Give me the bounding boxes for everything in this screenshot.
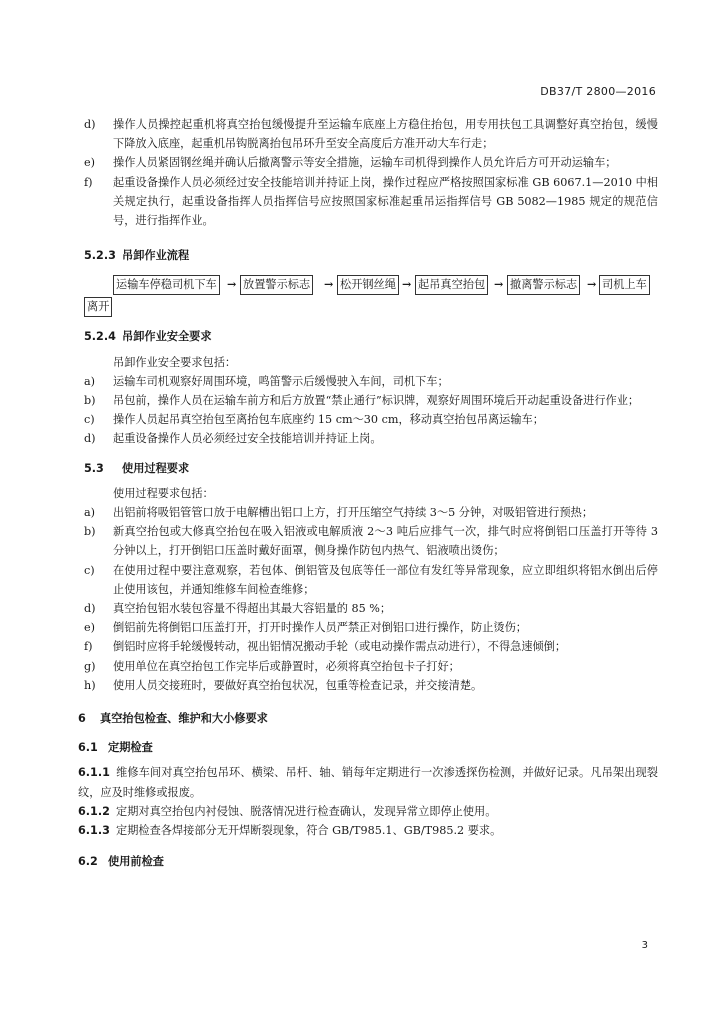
paragraph-6-1-1: [78, 763, 658, 801]
flow-step: 司机上车: [599, 275, 650, 295]
item-label: h): [84, 678, 96, 692]
item-text: 操作人员紧固钢丝绳并确认后撤离警示等安全措施，运输车司机得到操作人员允许后方可开动运输车；: [113, 156, 617, 170]
flow-step: 运输车停稳司机下车: [113, 275, 220, 295]
section-number: 5.2.4: [84, 330, 116, 344]
flow-diagram: [84, 275, 658, 317]
list-item: [84, 676, 658, 695]
list-item: [84, 429, 658, 448]
item-text: 使用单位在真空抬包工作完毕后或静置时，必须将真空抬包卡子打好；: [113, 659, 460, 673]
paragraph-number: 6.1.1: [78, 766, 110, 780]
list-item: [84, 372, 658, 391]
section-number: 5.2.3: [84, 249, 116, 263]
page-number: 3: [641, 940, 648, 951]
list-5-3: [84, 503, 658, 695]
paragraph-text: 定期检查各焊接部分无开焊断裂现象，符合 GB/T985.1、GB/T985.2 要求。: [116, 824, 502, 838]
list-item: [84, 173, 658, 231]
item-label: c): [84, 563, 95, 577]
list-item: [84, 503, 658, 522]
item-text: 操作人员起吊真空抬包至离抬包车底座约 15 cm～30 cm，移动真空抬包吊离运输车；: [113, 413, 544, 427]
paragraph-6-1-2: [78, 802, 658, 821]
flow-step: 撤离警示标志: [507, 275, 580, 295]
list-item: [84, 561, 658, 599]
flow-arrow: →: [324, 277, 334, 292]
item-text: 倒铝前先将倒铝口压盖打开，打开时操作人员严禁正对倒铝口进行操作，防止烫伤；: [113, 621, 527, 635]
item-text: 吊包前，操作人员在运输车前方和后方放置“禁止通行”标识牌，观察好周围环境后开动起重设备进行作业；: [113, 394, 640, 408]
section-title: 真空抬包检查、维护和大小修要求: [100, 712, 268, 726]
list-item: [84, 599, 658, 618]
item-text: 操作人员操控起重机将真空抬包缓慢提升至运输车底座上方稳住抬包，用专用扶包工具调整好真空抬包，缓慢下降放入底座，起重机吊钩脱离抬包吊环升至安全高度后方准开动大车行走；: [113, 118, 658, 151]
section-heading-6: [78, 709, 658, 728]
flow-arrow: →: [227, 277, 237, 292]
section-title: 吊卸作业流程: [122, 249, 190, 263]
list-item: [84, 410, 658, 429]
section-heading-5-3: [84, 459, 658, 478]
flow-step: 起吊真空抬包: [415, 275, 488, 295]
item-text: 真空抬包铝水装包容量不得超出其最大容铝量的 85 %；: [113, 602, 392, 616]
list-item: [84, 115, 658, 153]
list-5-2-4: [84, 372, 658, 449]
item-label: b): [84, 394, 96, 408]
list-item: [84, 391, 658, 410]
list-item: [84, 618, 658, 637]
flow-step: 放置警示标志: [240, 275, 313, 295]
item-label: d): [84, 118, 96, 131]
document-body: [78, 115, 658, 878]
section-title: 吊卸作业安全要求: [122, 330, 212, 344]
item-text: 使用人员交接班时，要做好真空抬包状况，包重等检查记录，并交接清楚。: [113, 678, 483, 692]
item-label: a): [84, 374, 96, 388]
section-number: 5.3: [84, 461, 104, 475]
list-top: [84, 115, 658, 230]
section-number: 6.1: [78, 741, 98, 755]
item-label: a): [84, 506, 96, 520]
paragraph-text: 定期对真空抬包内衬侵蚀、脱落情况进行检查确认，发现异常立即停止使用。: [116, 804, 497, 818]
list-item: [84, 153, 658, 172]
item-text: 运输车司机观察好周围环境，鸣笛警示后缓慢驶入车间，司机下车；: [113, 374, 449, 388]
section-intro: 使用过程要求包括：: [113, 486, 214, 500]
paragraph-number: 6.1.2: [78, 804, 110, 818]
item-text: 出铝前将吸铝管管口放于电解槽出铝口上方，打开压缩空气持续 3～5 分钟，对吸铝管进行预热；: [113, 506, 594, 520]
section-title: 定期检查: [108, 741, 153, 755]
section-intro: 吊卸作业安全要求包括：: [113, 355, 237, 369]
item-label: f): [84, 640, 93, 654]
item-label: c): [84, 413, 95, 427]
list-item: [84, 657, 658, 676]
document-code-header: DB37/T 2800—2016: [540, 85, 656, 98]
item-label: b): [84, 525, 96, 539]
item-text: 起重设备操作人员必须经过安全技能培训并持证上岗，操作过程应严格按照国家标准 GB 6067.1—2010 中相关规定执行，起重设备指挥人员指挥信号应按照国家标准起重吊运指挥信号 GB 5082—1985 规定的规范信号，进行指挥作业。: [113, 175, 658, 228]
item-text: 在使用过程中要注意观察，若包体、倒铝管及包底等任一部位有发红等异常现象，应立即组织将铝水倒出后停止使用该包，并通知维修车间检查维修；: [113, 563, 658, 596]
section-title: 使用前检查: [108, 855, 164, 869]
section-heading-6-1: [78, 738, 658, 757]
item-label: e): [84, 621, 95, 635]
list-item: [84, 637, 658, 656]
list-item: [84, 522, 658, 560]
item-label: d): [84, 432, 96, 446]
section-heading-5-2-3: [84, 246, 658, 265]
item-label: f): [84, 175, 93, 189]
item-text: 新真空抬包或大修真空抬包在吸入铝液或电解质液 2～3 吨后应排气一次，排气时应将倒铝口压盖打开等待 3 分钟以上，打开倒铝口压盖时戴好面罩，侧身操作防包内热气、铝液喷出烫伤；: [113, 525, 658, 558]
item-label: d): [84, 602, 96, 616]
paragraph-text: 维修车间对真空抬包吊环、横梁、吊杆、轴、销每年定期进行一次渗透探伤检测，并做好记录。凡吊架出现裂纹，应及时维修或报废。: [78, 766, 658, 799]
flow-step: 松开钢丝绳: [337, 275, 399, 295]
section-heading-5-2-4: [84, 327, 658, 346]
flow-arrow: →: [587, 277, 597, 292]
section-number: 6: [78, 712, 86, 726]
paragraph-number: 6.1.3: [78, 824, 110, 838]
item-text: 起重设备操作人员必须经过安全技能培训并持证上岗。: [113, 432, 382, 446]
item-text: 倒铝时应将手轮缓慢转动，视出铝情况搬动手轮（或电动操作需点动进行），不得急速倾倒；: [113, 640, 567, 654]
paragraph-6-1-3: [78, 821, 658, 840]
flow-step: 离开: [84, 297, 112, 317]
section-title: 使用过程要求: [122, 461, 190, 475]
flow-arrow: →: [494, 277, 504, 292]
item-label: e): [84, 156, 95, 170]
flow-arrow: →: [402, 277, 412, 292]
item-label: g): [84, 659, 96, 673]
section-number: 6.2: [78, 855, 98, 869]
section-heading-6-2: [78, 852, 658, 871]
